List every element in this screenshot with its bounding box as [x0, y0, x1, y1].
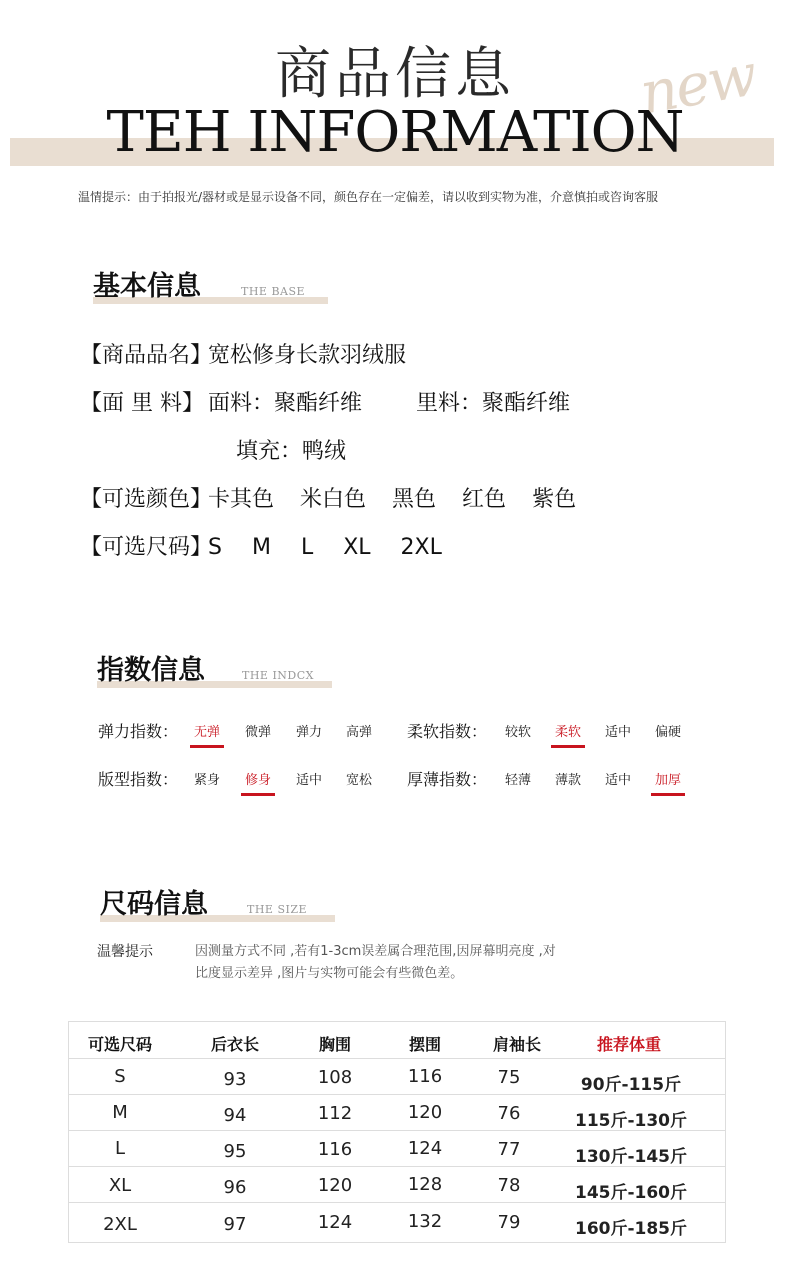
- table-cell: 96: [223, 1177, 247, 1198]
- info-row-filling: [236, 434, 346, 465]
- index-option-thickness: 适中: [605, 773, 632, 788]
- section-title-base-cn: 基本信息: [93, 271, 201, 302]
- table-header: 摆围: [408, 1035, 441, 1054]
- info-label-sizes: 【可选尺码】: [80, 535, 213, 560]
- color-option: 卡其色: [208, 487, 275, 512]
- section-title-index-en: THE INDCX: [242, 669, 314, 682]
- table-cell: 124: [407, 1138, 443, 1159]
- table-cell: 116: [407, 1066, 443, 1087]
- info-row-colors: [80, 482, 602, 513]
- table-cell: 116: [317, 1139, 353, 1160]
- index-option-fit: 适中: [296, 773, 323, 788]
- index-label-elasticity: 弹力指数：: [98, 722, 179, 741]
- table-cell: 2XL: [103, 1214, 137, 1235]
- index-option-softness: 柔软: [555, 721, 581, 740]
- table-cell: 76: [497, 1103, 521, 1124]
- table-cell-weight: 130斤-145斤: [574, 1147, 688, 1167]
- table-cell: 97: [223, 1214, 247, 1235]
- size-option: 2XL: [400, 535, 442, 560]
- index-label-fit: 版型指数：: [98, 770, 179, 789]
- table-cell: 94: [223, 1105, 247, 1126]
- table-cell: M: [112, 1102, 128, 1123]
- size-tip-text: 因测量方式不同 ,若有1-3cm误差属合理范围,因屏幕明亮度 ,对 比度显示差异 ,图片与实物可能会有些微色差。: [195, 944, 556, 981]
- table-cell: 124: [317, 1212, 353, 1233]
- info-value-outer: 面料：聚酯纤维: [208, 391, 363, 416]
- index-option-softness: 较软: [505, 725, 532, 740]
- index-label-thickness: 厚薄指数：: [407, 770, 488, 789]
- section-title-size-cn: 尺码信息: [100, 889, 208, 920]
- index-option-elasticity: 微弹: [245, 725, 272, 740]
- section-title-index-cn: 指数信息: [97, 655, 205, 686]
- index-label-softness: 柔软指数：: [407, 722, 488, 741]
- table-cell: 95: [223, 1141, 247, 1162]
- size-option: M: [251, 535, 271, 560]
- table-cell: 120: [317, 1175, 353, 1196]
- index-option-fit: 宽松: [346, 773, 373, 788]
- info-row-name: [80, 338, 406, 369]
- table-header-weight: 推荐体重: [596, 1035, 661, 1054]
- page-title-cn: 商品信息: [275, 42, 515, 107]
- info-row-sizes: [80, 530, 472, 561]
- info-value-lining: 里料：聚酯纤维: [416, 391, 571, 416]
- table-cell: 75: [497, 1067, 521, 1088]
- new-badge: new: [634, 40, 761, 128]
- page-title-en: TEH INFORMATION: [106, 100, 684, 165]
- info-value-filling: 填充：鸭绒: [236, 439, 347, 464]
- table-cell-weight: 160斤-185斤: [574, 1219, 688, 1239]
- index-option-thickness: 薄款: [555, 773, 582, 788]
- section-title-size-en: THE SIZE: [247, 903, 308, 916]
- table-cell-weight: 90斤-115斤: [580, 1075, 682, 1095]
- section-title-index: [97, 648, 332, 688]
- index-option-elasticity: 弹力: [296, 725, 323, 740]
- info-label-colors: 【可选颜色】: [80, 487, 213, 512]
- color-notice: 温情提示：由于拍报光/器材或是显示设备不同，颜色存在一定偏差，请以收到实物为准，介意慎拍或咨询客服: [78, 190, 659, 204]
- color-option: 红色: [462, 487, 507, 512]
- index-option-softness: 偏硬: [655, 725, 682, 740]
- index-option-thickness: 轻薄: [505, 773, 532, 788]
- table-cell: S: [114, 1066, 126, 1087]
- table-cell: XL: [108, 1175, 132, 1196]
- color-option: 紫色: [532, 487, 577, 512]
- table-cell: 128: [407, 1174, 443, 1195]
- index-option-thickness: 加厚: [655, 769, 681, 788]
- table-header: 可选尺码: [87, 1035, 152, 1054]
- index-option-softness: 适中: [605, 725, 632, 740]
- index-option-elasticity: 高弹: [346, 725, 373, 740]
- info-label-fabric: 【面 里 料】: [80, 391, 205, 416]
- table-cell: 77: [497, 1139, 521, 1160]
- color-option: 黑色: [392, 487, 437, 512]
- table-cell: 132: [407, 1211, 443, 1232]
- table-header: 肩袖长: [492, 1035, 541, 1054]
- section-title-base-en: THE BASE: [241, 285, 306, 298]
- table-cell: L: [114, 1138, 126, 1159]
- section-title-base: [93, 264, 328, 304]
- info-label-name: 【商品品名】: [80, 343, 213, 368]
- size-option: XL: [343, 535, 371, 560]
- table-cell: 112: [317, 1103, 353, 1124]
- table-cell: 120: [407, 1102, 443, 1123]
- table-header: 后衣长: [210, 1035, 259, 1054]
- size-option: L: [300, 535, 314, 560]
- table-cell: 93: [223, 1069, 247, 1090]
- index-option-fit: 修身: [245, 769, 271, 788]
- size-tip-label: 温馨提示: [97, 944, 153, 960]
- table-cell-weight: 145斤-160斤: [574, 1183, 688, 1203]
- info-value-name: 宽松修身长款羽绒服: [208, 343, 407, 368]
- index-option-elasticity: 无弹: [194, 721, 220, 740]
- table-cell: 78: [497, 1175, 521, 1196]
- info-row-fabric: [80, 386, 570, 417]
- table-header: 胸围: [318, 1035, 351, 1054]
- index-option-fit: 紧身: [194, 773, 221, 788]
- color-option: 米白色: [300, 487, 367, 512]
- section-title-size: [100, 882, 335, 922]
- size-option: S: [208, 535, 222, 560]
- table-cell-weight: 115斤-130斤: [574, 1111, 688, 1131]
- table-cell: 79: [497, 1212, 521, 1233]
- size-table: [68, 1021, 726, 1243]
- table-cell: 108: [317, 1067, 353, 1088]
